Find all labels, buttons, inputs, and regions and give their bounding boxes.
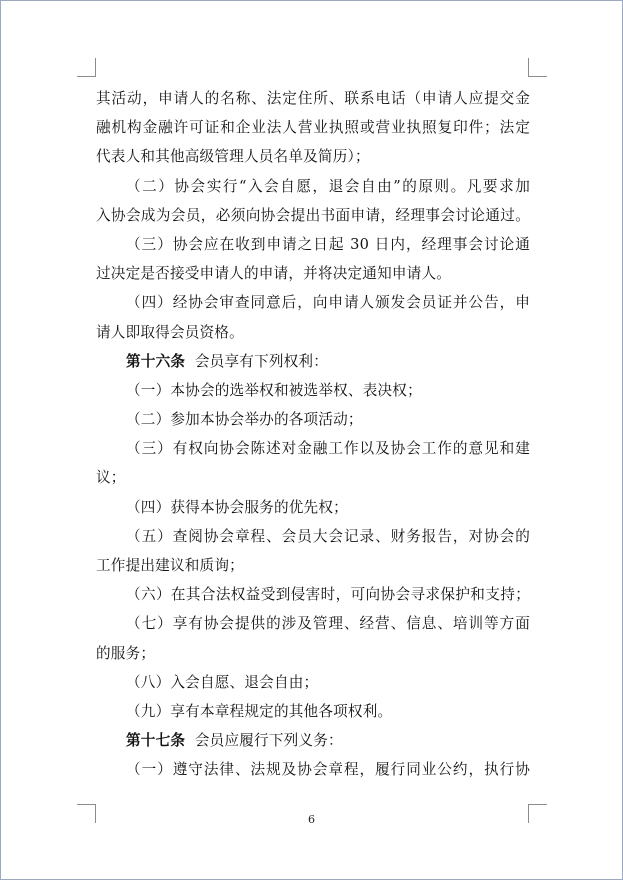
text-line: （二）协会实行“入会自愿，退会自由”的原则。凡要求加 (126, 177, 530, 195)
text-line: 工作提出建议和质询； (96, 557, 244, 574)
text-line: （四）经协会审查同意后，向申请人颁发会员证并公告，申 (126, 294, 530, 312)
article-16-label: 第十六条 (126, 352, 186, 370)
article-17-heading (96, 726, 530, 755)
text-line: （六）在其合法权益受到侵害时，可向协会寻求保护和支持； (126, 586, 530, 604)
article-17-label: 第十七条 (126, 732, 186, 750)
page-number: 6 (308, 813, 315, 826)
text-line: （三）协会应在收到申请之日起 30 日内，经理事会讨论通 (126, 235, 530, 253)
crop-mark-top-right (528, 58, 547, 77)
text-line: （三）有权向协会陈述对金融工作以及协会工作的意见和建 (126, 440, 530, 458)
text-line: 其活动，申请人的名称、法定住所、联系电话（申请人应提交金 (96, 90, 530, 107)
text-line: （一）本协会的选举权和被选举权、表决权； (126, 381, 422, 399)
text-line: 融机构金融许可证和企业法人营业执照或营业执照复印件；法定 (96, 119, 530, 137)
text-line: 的服务； (96, 644, 156, 662)
text-line: 议； (96, 469, 126, 487)
text-line: （七）享有协会提供的涉及管理、经营、信息、培训等方面 (126, 615, 530, 633)
text-line: 过决定是否接受申请人的申请，并将决定通知申请人。 (96, 265, 452, 283)
text-line: 入协会成为会员，必须向协会提出书面申请，经理事会讨论通过。 (96, 206, 530, 224)
article-17-text: 会员应履行下列义务： (194, 732, 343, 750)
article-16-text: 会员享有下列权利： (194, 352, 329, 370)
text-line: 代表人和其他高级管理人员名单及简历）； (96, 148, 370, 166)
text-line: （九）享有本章程规定的其他各项权利。 (126, 702, 393, 720)
page-body (96, 84, 530, 785)
text-line: 请人即取得会员资格。 (96, 323, 244, 341)
article-16-heading (96, 347, 530, 376)
text-line: （一）遵守法律、法规及协会章程，履行同业公约，执行协 (126, 761, 530, 779)
text-line: （五）查阅协会章程、会员大会记录、财务报告，对协会的 (126, 527, 530, 545)
text-line: （四）获得本协会服务的优先权； (126, 498, 348, 516)
text-line: （二）参加本协会举办的各项活动； (126, 411, 363, 429)
crop-mark-top-left (77, 58, 96, 77)
text-line: （八）入会自愿、退会自由； (126, 673, 319, 691)
